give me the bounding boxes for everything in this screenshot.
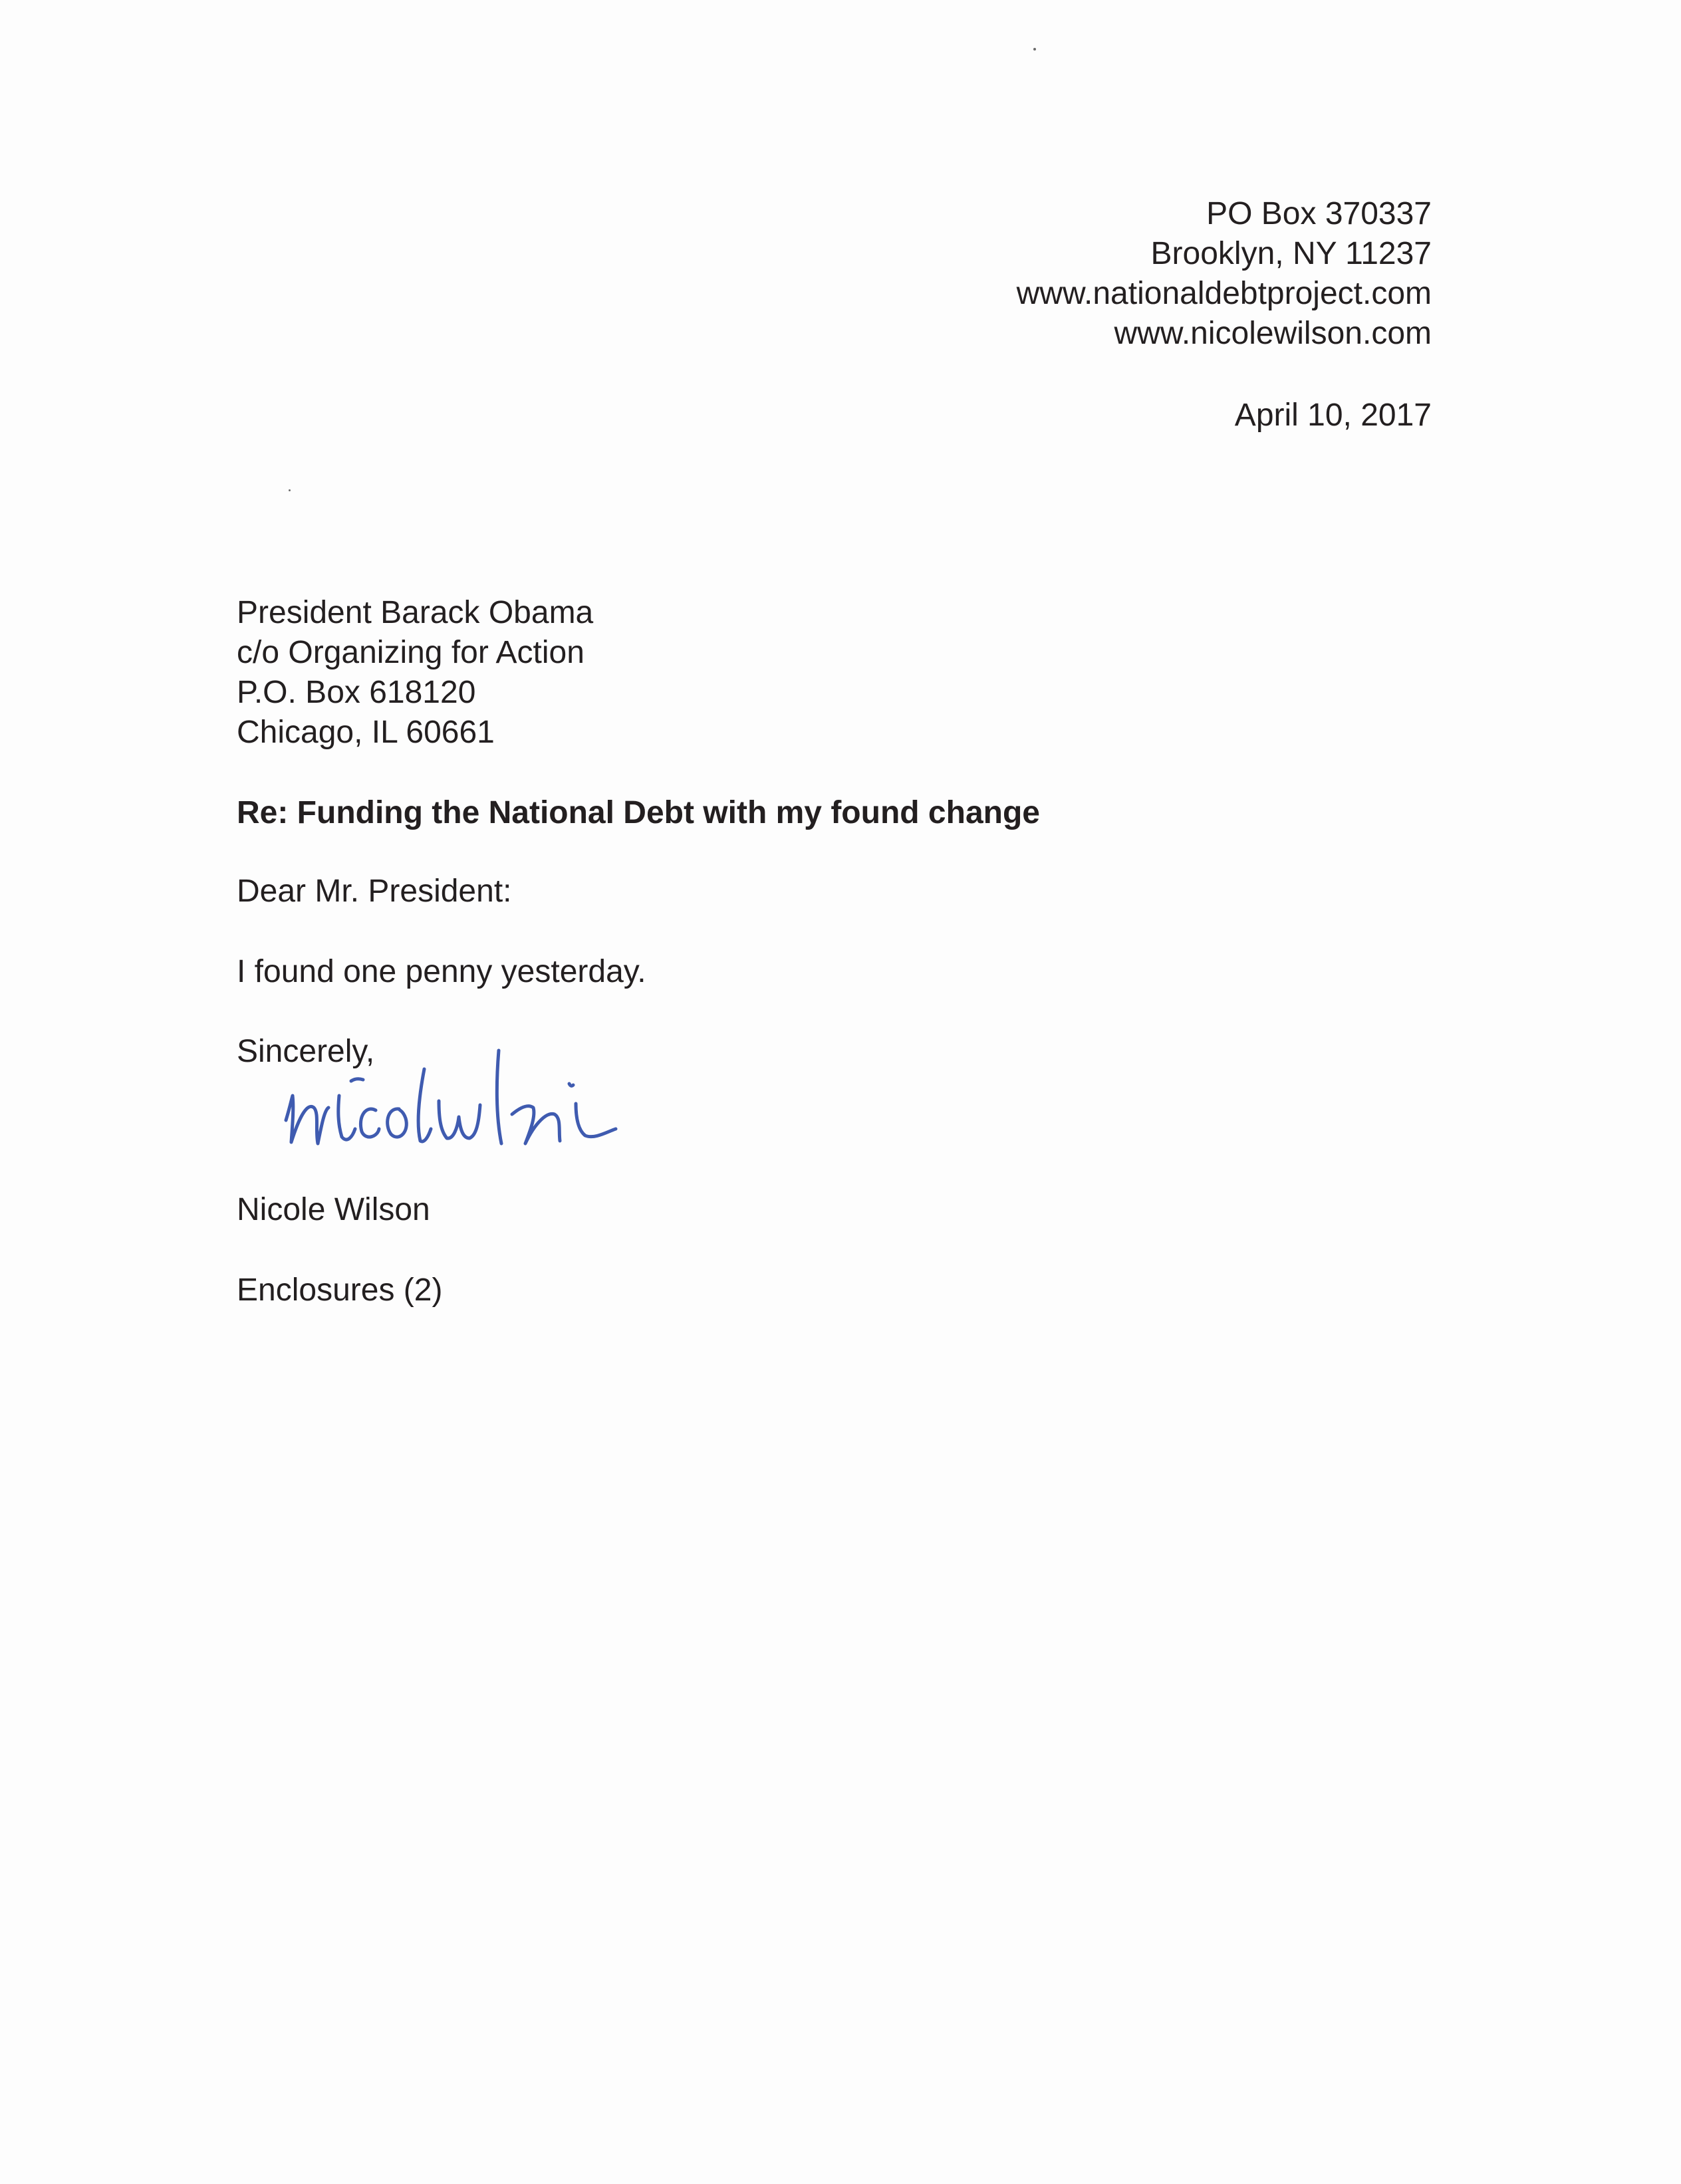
closing: Sincerely, <box>237 1034 375 1069</box>
subject-line: Re: Funding the National Debt with my found change <box>237 795 1040 830</box>
recipient-po-box: P.O. Box 618120 <box>237 675 476 710</box>
signer-name: Nicole Wilson <box>237 1192 430 1227</box>
handwritten-signature <box>273 1044 618 1163</box>
scan-speck <box>1033 48 1036 51</box>
sender-address-line-2: Brooklyn, NY 11237 <box>1150 236 1432 271</box>
sender-website-2: www.nicolewilson.com <box>1114 316 1432 351</box>
recipient-name: President Barack Obama <box>237 595 594 630</box>
recipient-address-block <box>237 593 593 753</box>
recipient-care-of: c/o Organizing for Action <box>237 635 584 670</box>
enclosures-note: Enclosures (2) <box>237 1273 443 1308</box>
letter-body: I found one penny yesterday. <box>237 954 646 989</box>
salutation: Dear Mr. President: <box>237 874 512 909</box>
scan-speck <box>289 489 291 491</box>
sender-website-1: www.nationaldebtproject.com <box>1016 276 1432 311</box>
recipient-city-state-zip: Chicago, IL 60661 <box>237 715 495 750</box>
sender-address-line-1: PO Box 370337 <box>1206 196 1432 231</box>
sender-address-block <box>1017 194 1432 354</box>
letter-date: April 10, 2017 <box>1234 398 1432 433</box>
